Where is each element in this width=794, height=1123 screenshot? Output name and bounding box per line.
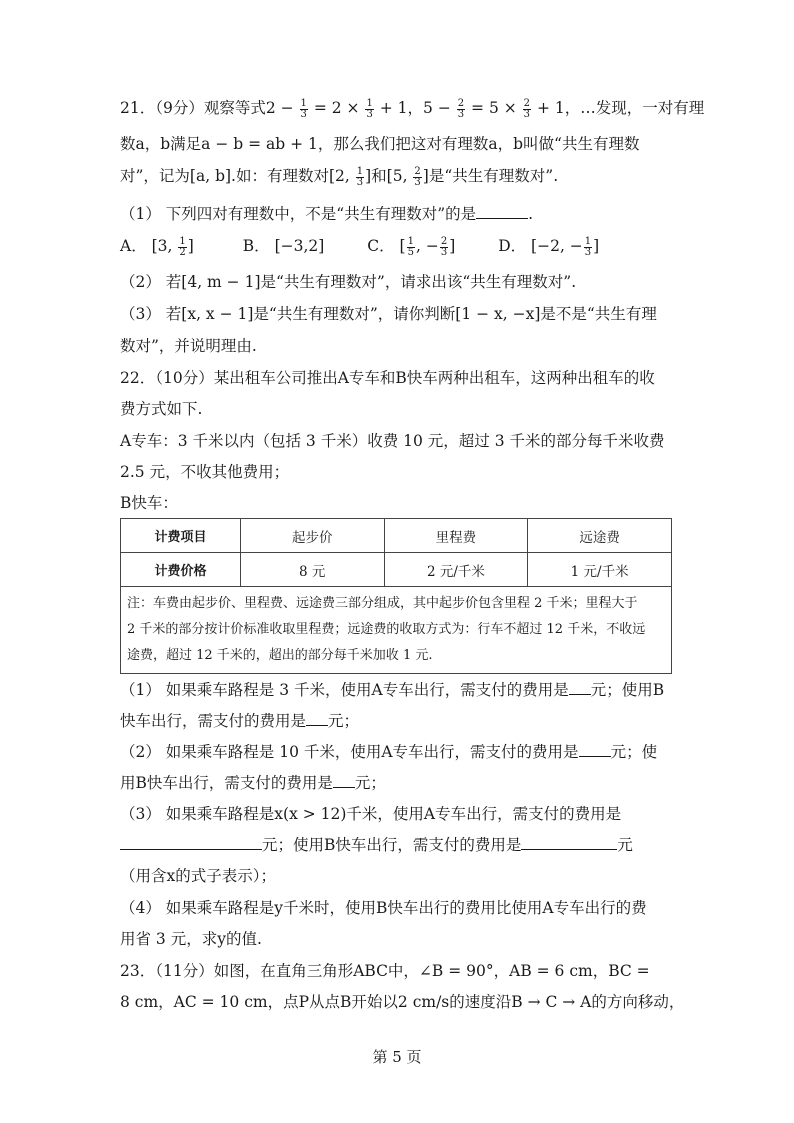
q23-heading-cont: 8 cm，AC = 10 cm，点P从点B开始以2 cm/s的速度沿B → C → A的方向移动， bbox=[120, 993, 685, 1011]
frac-num: 1 bbox=[366, 97, 373, 109]
q22-heading-cont: 费方式如下. bbox=[120, 400, 203, 418]
frac-num: 2 bbox=[457, 97, 465, 109]
answer-blank bbox=[333, 773, 355, 788]
frac-num: 2 bbox=[523, 97, 531, 109]
table-cell: 8 元 bbox=[240, 553, 384, 587]
text: 用B快车出行，需支付的费用是 bbox=[120, 774, 333, 792]
frac-den: 3 bbox=[356, 176, 364, 188]
q22-part-2-cont bbox=[120, 773, 386, 793]
frac-den: 3 bbox=[584, 246, 592, 258]
frac-num: 1 bbox=[300, 97, 307, 109]
frac-num: 1 bbox=[179, 235, 186, 247]
answer-blank bbox=[120, 835, 262, 850]
text: （1） 如果乘车路程是 3 千米，使用A专车出行，需支付的费用是 bbox=[120, 681, 569, 699]
text: ] bbox=[187, 237, 194, 255]
note-line: 注：车费由起步价、里程费、远途费三部分组成，其中起步价包含里程 2 千米；里程大于 bbox=[127, 596, 638, 611]
text: 元； bbox=[354, 774, 386, 792]
table-note bbox=[121, 587, 672, 674]
frac-den: 3 bbox=[366, 108, 373, 120]
text: 元 bbox=[617, 836, 633, 854]
text: 元；使用B bbox=[590, 681, 665, 699]
answer-blank bbox=[476, 204, 528, 219]
header-cell: 里程费 bbox=[384, 519, 528, 553]
table-row bbox=[121, 553, 672, 587]
q21-part-1 bbox=[120, 204, 533, 224]
note-line: 途费，超过 12 千米的，超出的部分每千米加收 1 元. bbox=[127, 648, 433, 663]
q21-line-1 bbox=[120, 98, 704, 120]
q21-part-3: （3） 若[x, x − 1]是“共生有理数对”，请你判断[1 − x, −x]是不是“共生有理 bbox=[120, 305, 657, 323]
eq-text: = 2 × bbox=[308, 99, 365, 117]
fraction bbox=[457, 99, 465, 120]
q22-part-3-cont bbox=[120, 835, 633, 855]
frac-den: 3 bbox=[523, 108, 531, 120]
text: ] bbox=[593, 237, 600, 255]
q22-b-label: B快车： bbox=[120, 494, 178, 512]
text: （1） 下列四对有理数中，不是“共生有理数对”的是 bbox=[120, 205, 477, 223]
frac-den: 3 bbox=[300, 108, 307, 120]
row-label: 计费价格 bbox=[121, 553, 241, 587]
text: 元；使用B快车出行，需支付的费用是 bbox=[262, 836, 522, 854]
frac-den: 3 bbox=[440, 246, 448, 258]
option-a bbox=[120, 235, 194, 258]
frac-num: 1 bbox=[356, 165, 364, 177]
text: , − bbox=[415, 237, 439, 255]
q22-part-1 bbox=[120, 680, 664, 700]
option-d bbox=[498, 235, 600, 258]
answer-blank bbox=[306, 711, 328, 726]
fraction bbox=[356, 167, 364, 188]
table-cell: 2 元/千米 bbox=[384, 553, 528, 587]
q22-part-4-cont: 用省 3 元，求y的值. bbox=[120, 930, 262, 948]
q22-part-3: （3） 如果乘车路程是x(x > 12)千米，使用A专车出行，需支付的费用是 bbox=[120, 805, 622, 823]
fraction bbox=[413, 167, 421, 188]
frac-num: 1 bbox=[584, 235, 592, 247]
fraction bbox=[178, 237, 186, 258]
text: ] bbox=[449, 237, 456, 255]
fraction bbox=[523, 99, 531, 120]
frac-den: 2 bbox=[179, 246, 186, 258]
text: B． [−3,2] bbox=[242, 237, 325, 255]
q22-heading: 22．（10分）某出租车公司推出A专车和B快车两种出租车，这两种出租车的收 bbox=[120, 369, 655, 387]
text: ]和[5, bbox=[365, 167, 413, 185]
text: D． [−2, − bbox=[498, 237, 583, 255]
text: 元；使 bbox=[610, 743, 658, 761]
text: C． [ bbox=[367, 237, 406, 255]
page-number: 第 5 页 bbox=[372, 1048, 422, 1066]
text: . bbox=[528, 205, 534, 223]
note-line: 2 千米的部分按计价标准收取里程费；远途费的收取方式为：行车不超过 12 千米，不收远 bbox=[127, 622, 646, 637]
header-cell: 远途费 bbox=[528, 519, 672, 553]
q22-part-1-cont bbox=[120, 711, 359, 731]
frac-den: 5 bbox=[407, 246, 414, 258]
answer-blank bbox=[521, 835, 617, 850]
text: 元； bbox=[328, 712, 360, 730]
frac-den: 3 bbox=[457, 108, 465, 120]
q23-heading: 23．（11分）如图，在直角三角形ABC中，∠B = 90°，AB = 6 cm，BC = bbox=[120, 962, 650, 980]
q22-part-2 bbox=[120, 742, 657, 762]
text: 对”，记为[a, b].如：有理数对[2, bbox=[120, 167, 355, 185]
eq-text: + 1，5 − bbox=[374, 99, 456, 117]
table-header-row bbox=[121, 519, 672, 553]
text: ]是“共生有理数对”. bbox=[422, 167, 559, 185]
q21-part-2: （2） 若[4, m − 1]是“共生有理数对”，请求出该“共生有理数对”. bbox=[120, 273, 577, 291]
eq-text: 2 − bbox=[265, 99, 299, 117]
table-cell: 1 元/千米 bbox=[528, 553, 672, 587]
table-note-row bbox=[121, 587, 672, 674]
header-cell: 起步价 bbox=[240, 519, 384, 553]
fraction bbox=[440, 237, 448, 258]
q21-options bbox=[120, 236, 599, 258]
q21-part-3-cont: 数对”，并说明理由. bbox=[120, 337, 257, 355]
q21-heading: 21．（9分）观察等式 bbox=[120, 99, 266, 117]
q22-a-rule-cont: 2.5 元，不收其他费用； bbox=[120, 463, 290, 481]
q21-line-3 bbox=[120, 166, 558, 188]
fraction bbox=[365, 99, 373, 120]
header-cell: 计费项目 bbox=[121, 519, 241, 553]
text: （2） 如果乘车路程是 10 千米，使用A专车出行，需支付的费用是 bbox=[120, 743, 579, 761]
frac-den: 3 bbox=[414, 176, 421, 188]
eq-text: = 5 × bbox=[466, 99, 522, 117]
q21-line-2: 数a，b满足a − b = ab + 1，那么我们把这对有理数a，b叫做“共生有理数 bbox=[120, 135, 640, 153]
text: A． [3, bbox=[120, 237, 178, 255]
q22-part-4: （4） 如果乘车路程是y千米时，使用B快车出行的费用比使用A专车出行的费 bbox=[120, 899, 647, 917]
q22-a-rule: A专车：3 千米以内（包括 3 千米）收费 10 元，超过 3 千米的部分每千米收费 bbox=[120, 432, 665, 450]
fraction bbox=[300, 99, 308, 120]
text: 快车出行，需支付的费用是 bbox=[120, 712, 307, 730]
option-c bbox=[367, 235, 456, 258]
fraction bbox=[407, 237, 415, 258]
fraction bbox=[584, 237, 592, 258]
frac-num: 2 bbox=[440, 235, 448, 247]
q22-part-3-note: （用含x的式子表示）； bbox=[120, 867, 276, 885]
option-b bbox=[243, 237, 325, 255]
answer-blank bbox=[569, 680, 591, 695]
frac-num: 2 bbox=[414, 165, 421, 177]
eq-text: + 1，…发现，一对有理 bbox=[532, 99, 705, 117]
answer-blank bbox=[579, 742, 611, 757]
frac-num: 1 bbox=[407, 235, 414, 247]
fee-table bbox=[120, 518, 672, 674]
